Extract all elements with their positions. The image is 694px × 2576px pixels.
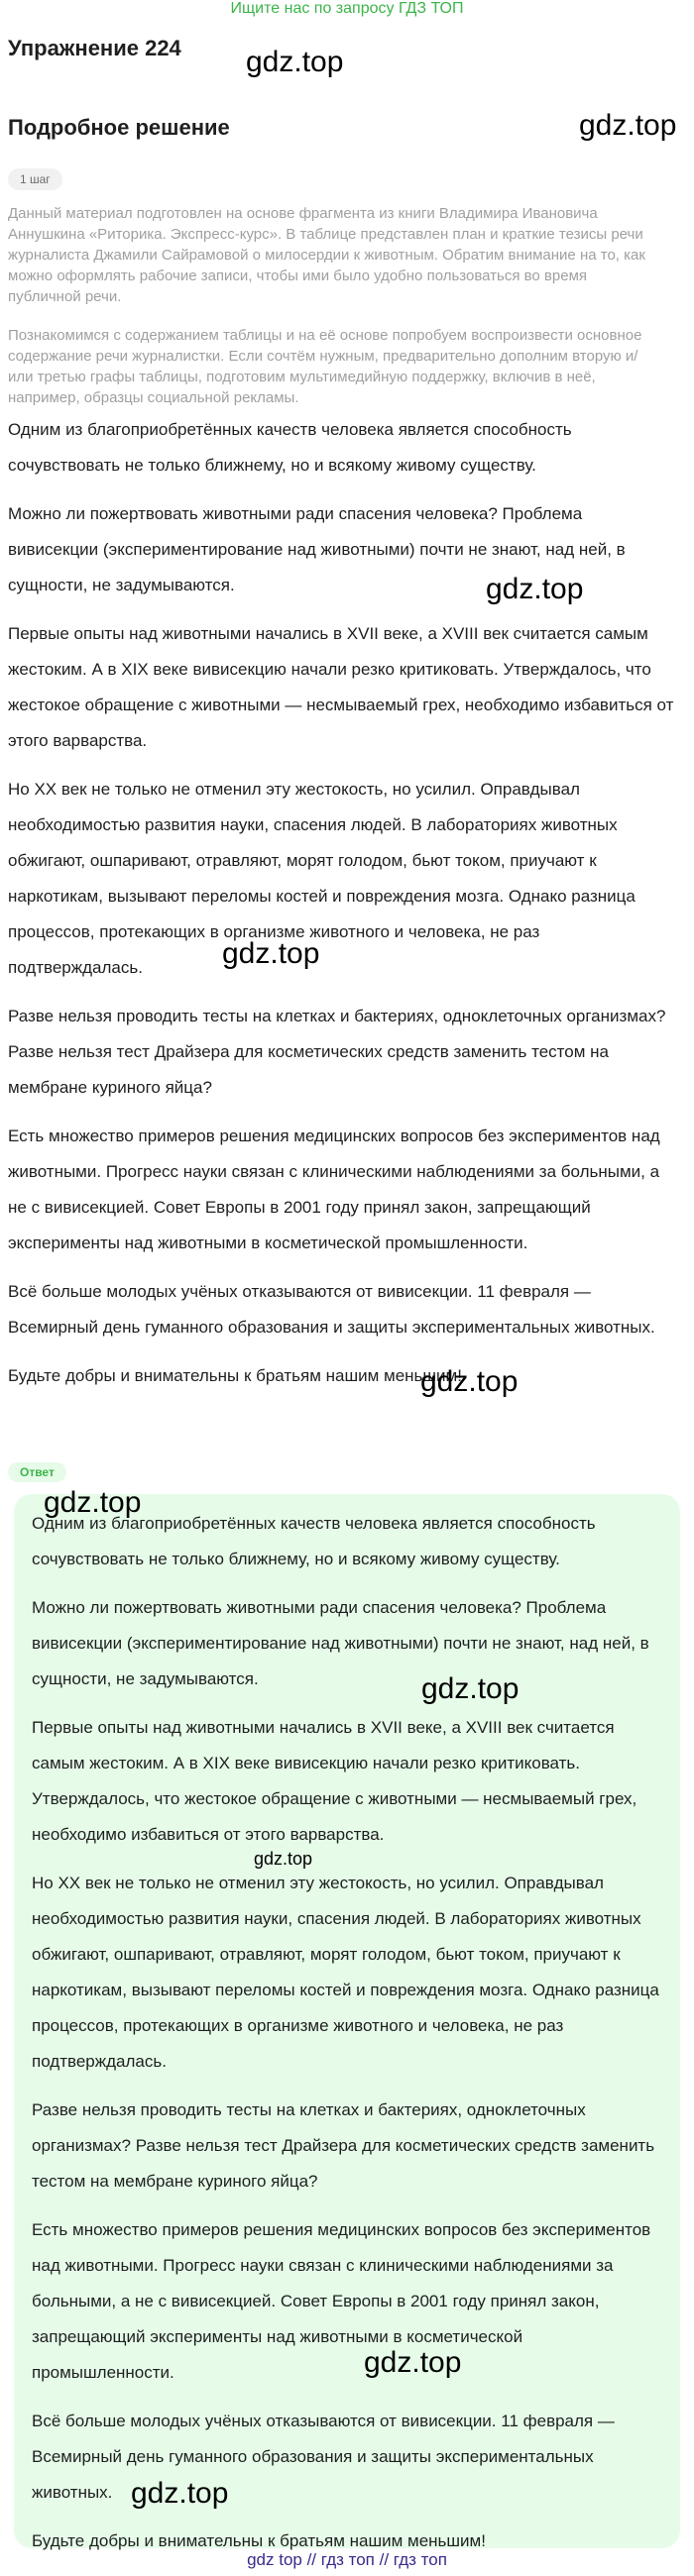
step-badge: 1 шаг [8, 168, 62, 190]
watermark: gdz.top [246, 46, 344, 78]
solution-paragraph: Но XX век не только не отменил эту жестокость, но усилил. Оправдывал необходимостью развития науки, спасения людей. В лабораториях животных обжигают, ошпаривают, отравляют, морят голодом, бьют током, приучают к наркотикам, вызывают переломы костей и повреждения мозга. Однако разница процессов, протекающих в организме животного и человека, не раз подтверждалась. [8, 780, 636, 977]
solution-paragraph: Есть множество примеров решения медицинских вопросов без экспериментов над животными. Прогресс науки связан с клиническими наблюдениями за больными, а не с вивисекцией. Совет Европы в 2001 году принял закон, запрещающий эксперименты над животными в косметической промышленности. [8, 1127, 660, 1252]
answer-badge: Ответ [8, 1462, 66, 1482]
solution-paragraph: Первые опыты над животными начались в XVII веке, а XVIII век считается самым жестоким. А в XIX веке вивисекцию начали резко критиковать. Утверждалось, что жестокое обращение с животными — несмываемый грех, необходимо избавиться от этого варварства. [8, 624, 674, 750]
section-title: Подробное решение [8, 115, 230, 140]
answer-paragraph: Всё больше молодых учёных отказываются от вивисекции. 11 февраля — Всемирный день гуманного образования и защиты экспериментальных животных. [32, 2412, 615, 2502]
watermark: gdz.top [131, 2477, 229, 2510]
solution-paragraph: Разве нельзя проводить тесты на клетках и бактериях, одноклеточных организмах? Разве нельзя тест Драйзера для косметических средств заменить тестом на мембране куриного яйца? [8, 1007, 666, 1097]
answer-paragraph: Первые опыты над животными начались в XVII веке, а XVIII век считается самым жестоким. А в XIX веке вивисекцию начали резко критиковать. Утверждалось, что жестокое обращение с животными — несмываемый грех, необходимо избавиться от этого варварства. [32, 1718, 637, 1844]
watermark: gdz.top [421, 1672, 520, 1705]
solution-paragraph: Всё больше молодых учёных отказываются от вивисекции. 11 февраля — Всемирный день гуманного образования и защиты экспериментальных животных. [8, 1282, 655, 1337]
answer-paragraph: Есть множество примеров решения медицинских вопросов без экспериментов над животными. Прогресс науки связан с клиническими наблюдениями за больными, а не с вивисекцией. Совет Европы в 2001 году принял закон, запрещающий эксперименты над животными в косметической промышленности. [32, 2220, 651, 2382]
watermark: gdz.top [364, 2346, 462, 2379]
watermark: gdz.top [420, 1365, 519, 1398]
solution-paragraph: Будьте добры и внимательны к братьям нашим меньшим! [8, 1366, 462, 1385]
watermark: gdz.top [486, 573, 584, 605]
exercise-title: Упражнение 224 [8, 36, 181, 60]
answer-text [32, 1506, 666, 2572]
solution-paragraph: Одним из благоприобретённых качеств человека является способность сочувствовать не только ближнему, но и всякому живому существу. [8, 420, 572, 475]
intro-paragraph: Данный материал подготовлен на основе фрагмента из книги Владимира Ивановича Аннушкина «Риторика. Экспресс-курс». В таблице представлен план и краткие тезисы речи журналиста Джамили Сайрамовой о милосердии к животным. Обратим внимание на то, как можно оформлять рабочие записи, чтобы ими было удобно пользоваться во время публичной речи. [8, 205, 645, 305]
watermark: gdz.top [44, 1486, 142, 1519]
watermark: gdz.top [222, 937, 320, 970]
answer-box [14, 1494, 680, 2548]
answer-paragraph: Но XX век не только не отменил эту жестокость, но усилил. Оправдывал необходимостью развития науки, спасения людей. В лабораториях животных обжигают, ошпаривают, отравляют, морят голодом, бьют током, приучают к наркотикам, вызывают переломы костей и повреждения мозга. Однако разница процессов, протекающих в организме животного и человека, не раз подтверждалась. [32, 1874, 659, 2071]
watermark: gdz.top [579, 109, 677, 142]
answer-paragraph: Разве нельзя проводить тесты на клетках и бактериях, одноклеточных организмах? Разве нельзя тест Драйзера для косметических средств заменить тестом на мембране куриного яйца? [32, 2100, 655, 2191]
watermark: gdz.top [254, 1849, 313, 1869]
answer-paragraph: Будьте добры и внимательны к братьям нашим меньшим! [32, 2531, 486, 2550]
answer-paragraph: Можно ли пожертвовать животными ради спасения человека? Проблема вивисекции (экспериментирование над животными) почти не знают, над ней, в сущности, не задумываются. [32, 1598, 649, 1688]
intro-paragraph: Познакомимся с содержанием таблицы и на её основе попробуем воспроизвести основное содержание речи журналистки. Если сочтём нужным, предварительно дополним вторую и/или третью графы таблицы, подготовим мультимедийную поддержку, включив в неё, например, образцы социальной рекламы. [8, 327, 642, 406]
footer-links[interactable]: gdz top // гдз топ // гдз топ [247, 2550, 447, 2569]
search-banner: Ищите нас по запросу ГДЗ ТОП [230, 0, 464, 17]
answer-paragraph: Одним из благоприобретённых качеств человека является способность сочувствовать не только ближнему, но и всякому живому существу. [32, 1514, 596, 1568]
solution-paragraph: Можно ли пожертвовать животными ради спасения человека? Проблема вивисекции (экспериментирование над животными) почти не знают, над ней, в сущности, не задумываются. [8, 504, 626, 594]
solution-text [8, 412, 677, 1407]
